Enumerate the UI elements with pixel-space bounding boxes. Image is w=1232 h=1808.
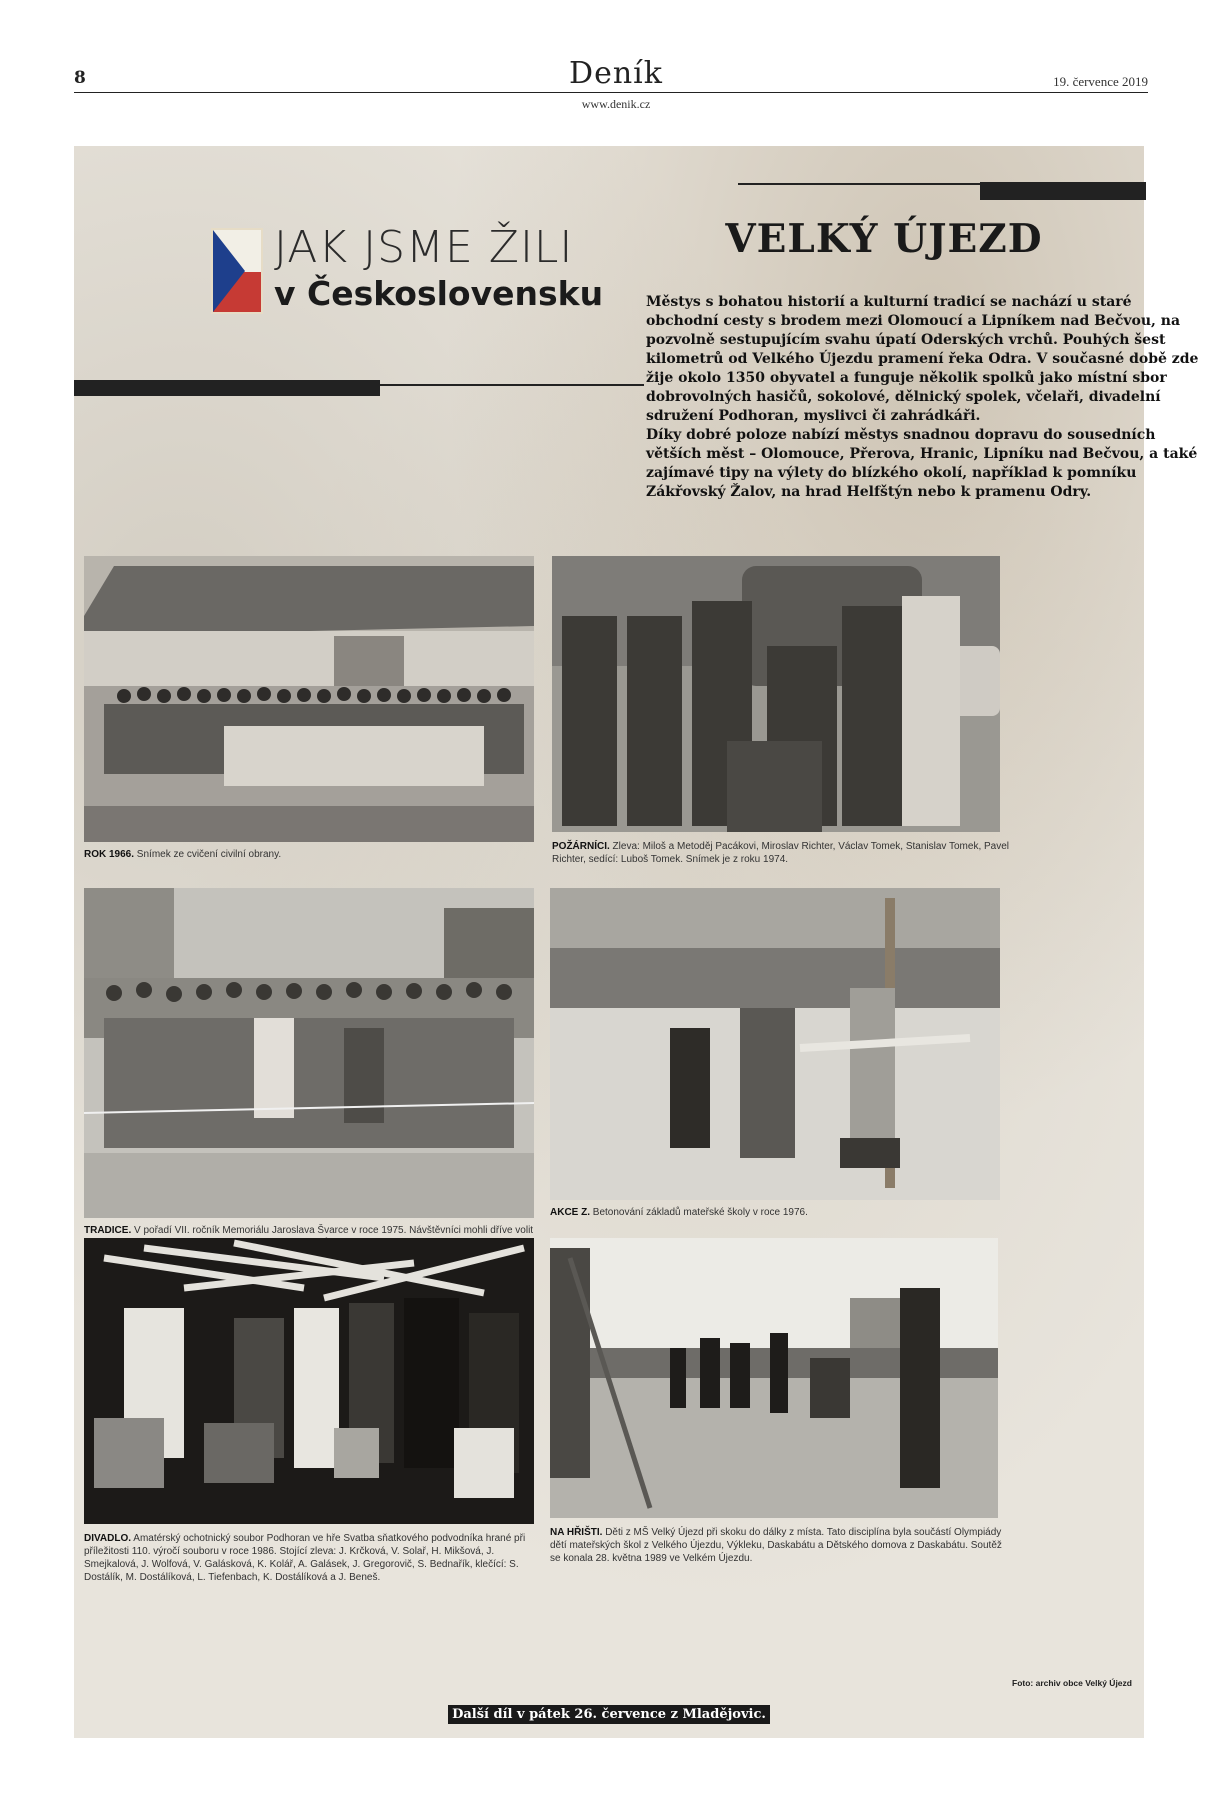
czechoslovak-flag-icon bbox=[211, 228, 263, 314]
page-number: 8 bbox=[74, 68, 86, 88]
caption-divadlo: DIVADLO. Amatérský ochotnický soubor Podhoran ve hře Svatba sňatkového podvodníka hrané při příležitosti 110. výročí souboru v roce 1986. Stojící zleva: J. Krčková, V. Solař, H. Mikšová, J. Smejkalová, J. Wolfová, V. Galásková, K. Kolář, A. Galásek, J. Gregorovič, S. Bednařík, klečící: S. Dostálík, M. Dostálíková, L. Tiefenbach, K. Dostálíková a J. Beneš. bbox=[84, 1533, 526, 1583]
photo-theatre-1986 bbox=[84, 1238, 534, 1524]
caption-akce-z: AKCE Z. Betonování základů mateřské školy v roce 1976. bbox=[550, 1207, 808, 1218]
caption-tradice: TRADICE. V pořadí VII. ročník Memoriálu Jaroslava Švarce v roce 1975. Návštěvníci mohli dříve volit bbox=[84, 1225, 534, 1236]
masthead: Deník bbox=[569, 56, 663, 91]
caption-firefighters: POŽÁRNÍCI. Zleva: Miloš a Metoděj Pacákovi, Miroslav Richter, Václav Tomek, Stanislav Tomek, Pavel Richter, sedící: Luboš Tomek. Snímek je z roku 1974. bbox=[552, 841, 1010, 865]
decor-bar-right bbox=[980, 182, 1146, 200]
series-title-line2: v Československu bbox=[274, 274, 604, 313]
header-divider bbox=[74, 92, 1148, 93]
photo-kindergarten-construction-1976 bbox=[550, 888, 1000, 1200]
caption-rok-1966: ROK 1966. Snímek ze cvičení civilní obrany. bbox=[84, 849, 282, 860]
next-episode-note: Další díl v pátek 26. července z Mladějovic. bbox=[74, 1705, 1144, 1723]
article-title: VELKÝ ÚJEZD bbox=[725, 216, 1043, 262]
photo-firefighters-1974 bbox=[552, 556, 1000, 832]
photo-memorial-march-1975 bbox=[84, 888, 534, 1218]
site-url[interactable]: www.denik.cz bbox=[581, 97, 651, 111]
photo-credit: Foto: archiv obce Velký Újezd bbox=[1012, 1678, 1132, 1688]
decor-bar-left bbox=[74, 380, 380, 396]
caption-na-hristi: NA HŘIŠTI. Děti z MŠ Velký Újezd při skoku do dálky z místa. Tato disciplína byla součástí Olympiády dětí mateřských škol z Velkého Újezdu, Výkleku, Daskabátu a Dětského domova z Daskabátu. Soutěž se konala 28. května 1989 ve Velkém Újezdu. bbox=[550, 1527, 1002, 1564]
article-intro: Městys s bohatou historií a kulturní tradicí se nachází u staré obchodní cesty s brodem mezi Olomoucí a Lipníkem nad Bečvou, na pozvolně sestupujícím svahu úpatí Oderských vrchů. Pouhých šest kilometrů od Velkého Újezdu pramení řeka Odra. V současné době zde žije okolo 1350 obyvatel a funguje několik spolků jako místní sbor dobrovolných hasičů, sokolové, dělnický spolek, včelaři, divadelní sdružení Podhoran, myslivci či zahrádkáři. Díky dobré poloze nabízí městys snadnou dopravu do sousedních větších měst – Olomouce, Přerova, Hranic, Lipníku nad Bečvou, a také zajímavé tipy na výlety do blízkého okolí, například k pomníku Zákřovský Žalov, na hrad Helfštýn nebo k pramenu Odry. bbox=[646, 294, 1199, 500]
series-title-line1: JAK JSME ŽILI bbox=[274, 222, 574, 273]
article-panel bbox=[74, 146, 1199, 1738]
photo-civil-defense-1966 bbox=[84, 556, 534, 842]
issue-date: 19. července 2019 bbox=[1053, 74, 1148, 89]
photo-playground-1989 bbox=[550, 1238, 998, 1518]
